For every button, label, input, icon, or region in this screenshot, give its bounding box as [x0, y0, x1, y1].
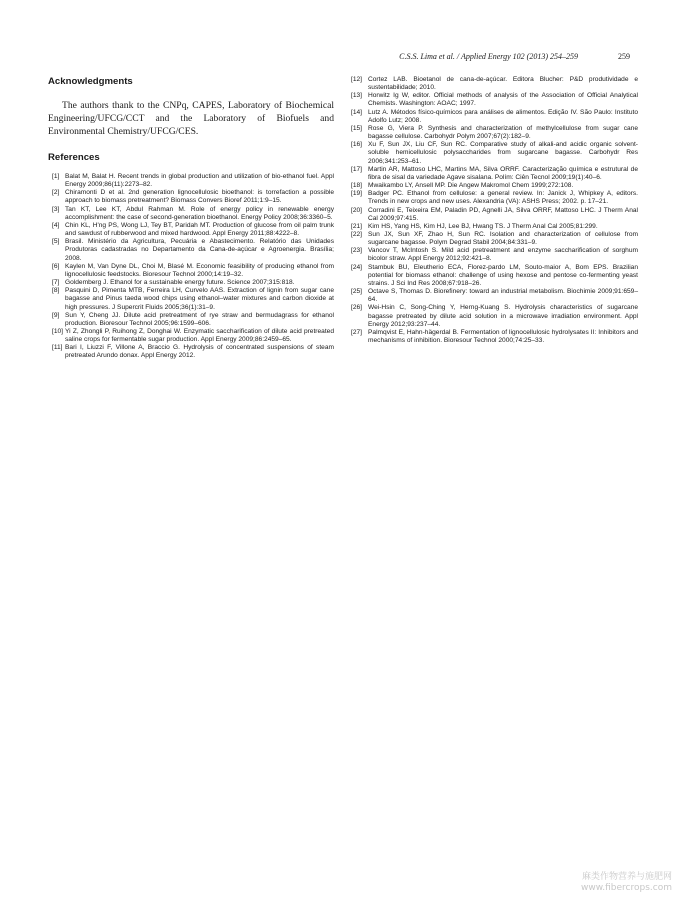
- reference-item: [348, 288, 638, 304]
- reference-text: Badger PC. Ethanol from cellulose: a general review. In: Janick J, Whipkey A, editors. Trends in new crops and new uses. Alexandria (VA): ASHS Press; 2002. p. 17–21.: [368, 190, 638, 206]
- reference-text: Sun Y, Cheng JJ. Dilute acid pretreatment of rye straw and bermudagrass for ethanol production. Bioresour Technol 2005;96:1599–606.: [65, 311, 334, 327]
- reference-item: [348, 92, 638, 108]
- reference-number: [27]: [351, 328, 362, 336]
- reference-item: [48, 222, 334, 238]
- reference-list-left: [48, 173, 334, 361]
- reference-item: [348, 109, 638, 125]
- reference-text: Stambuk BU, Eleutherio ECA, Florez-pardo LM, Souto-maior A, Bom EPS. Brazilian potential for biomass ethanol: challenge of using hexose and pentose co-fermenting yeast strains. J Sci Ind Res 2008;67:918–26.: [368, 263, 638, 287]
- reference-number: [26]: [351, 304, 362, 312]
- reference-text: Tan KT, Lee KT, Abdul Rahman M. Role of energy policy in renewable energy accomplishment: the case of second-generation bioethanol. Energy Policy 2008;36:3360–5.: [65, 205, 334, 221]
- reference-text: Wei-Hsin C, Song-Ching Y, Herng-Kuang S. Hydrolysis characteristics of sugarcane bagasse pretreated by dilute acid solution in a microwave irradiation environment. Appl Energy 2012;93:237–44.: [368, 304, 638, 328]
- reference-item: [348, 182, 638, 190]
- reference-text: Yi Z, Zhongli P, Ruihong Z, Donghai W. Enzymatic saccharification of dilute acid pretreated saline crops for fermentable sugar production. Appl Energy 2009;86:2459–65.: [65, 327, 334, 344]
- reference-number: [22]: [351, 230, 362, 238]
- reference-item: [348, 304, 638, 328]
- reference-number: [8]: [52, 287, 60, 295]
- reference-item: [348, 223, 638, 231]
- reference-number: [1]: [52, 173, 60, 180]
- reference-number: [19]: [351, 190, 362, 198]
- reference-item: [48, 312, 334, 328]
- watermark-line-2: www.fibercrops.com: [581, 883, 672, 893]
- left-column: [48, 76, 334, 361]
- reference-item: [48, 263, 334, 279]
- right-column: [348, 76, 638, 345]
- reference-item: [348, 231, 638, 247]
- reference-number: [14]: [351, 108, 362, 116]
- references-title: References: [48, 152, 100, 163]
- reference-number: [15]: [351, 124, 362, 132]
- reference-number: [12]: [351, 76, 362, 83]
- reference-item: [48, 287, 334, 311]
- reference-item: [348, 141, 638, 165]
- reference-text: Lutz A. Métodos físico-químicos para análises de alimentos. Edição IV. São Paulo: Instituto Adolfo Lutz; 2008.: [368, 108, 638, 124]
- reference-text: Octave S, Thomas D. Biorefinery: toward an industrial metabolism. Biochimie 2009;91:659–64.: [368, 288, 638, 304]
- reference-number: [10]: [52, 327, 63, 335]
- reference-item: [348, 264, 638, 288]
- watermark: [581, 872, 672, 894]
- reference-item: [348, 190, 638, 206]
- reference-number: [16]: [351, 141, 362, 149]
- reference-item: [48, 189, 334, 205]
- reference-text: Horwitz Ig W, editor. Official methods of analysis of the Association of Official Analytical Chemists. Washington: AOAC; 1997.: [368, 92, 638, 108]
- watermark-line-1: 麻类作物营养与施肥网: [581, 872, 672, 882]
- reference-list-right: [348, 76, 638, 345]
- reference-text: Martin AR, Mattoso LHC, Martins MA, Silva ORRF. Caracterização química e estrutural de fibra de sisal da variedade Agave sisalana. Polím: Ciên Tecnol 2009;19(1):40–6.: [368, 165, 638, 181]
- reference-number: [5]: [52, 238, 60, 246]
- reference-text: Pasquini D, Pimenta MTB, Ferreira LH, Curvelo AAS. Extraction of lignin from sugar cane bagasse and Pinus taeda wood chips using ethanol–water mixtures and carbon dioxide at high pressures. J Supercrit Fluids 2005;36(1):31–9.: [65, 287, 334, 311]
- acknowledgments-text: The authors thank to the CNPq, CAPES, Laboratory of Biochemical Engineering/UFCG/CCT and the Laboratory of Biofuels and Environmental Chemistry/UFCG/CES.: [48, 100, 334, 137]
- journal-citation: C.S.S. Lima et al. / Applied Energy 102 (2013) 254–259: [399, 52, 578, 61]
- reference-number: [11]: [52, 344, 63, 352]
- reference-item: [348, 125, 638, 141]
- reference-text: Rose G, Viera P. Synthesis and characterization of methylcellulose from sugar cane bagasse cellulose. Carbohydr Polym 2007;67(2):182–9.: [368, 124, 638, 141]
- reference-number: [3]: [52, 205, 60, 213]
- reference-number: [4]: [52, 221, 60, 229]
- reference-item: [348, 329, 638, 345]
- reference-item: [348, 76, 638, 92]
- reference-text: Sun JX, Sun XF, Zhao H, Sun RC. Isolation and characterization of cellulose from sugarcane bagasse. Polym Degrad Stabil 2004;84:331–9.: [368, 230, 638, 247]
- reference-text: Kaylen M, Van Dyne DL, Choi M, Blasé M. Economic feasibility of producing ethanol from lignocellulosic feedstocks. Bioresour Technol 2000;14:19–32.: [65, 262, 334, 278]
- reference-number: [9]: [52, 311, 60, 319]
- reference-item: [48, 344, 334, 360]
- reference-number: [17]: [351, 165, 362, 173]
- reference-item: [48, 328, 334, 344]
- page-header: [48, 52, 630, 66]
- reference-item: [348, 207, 638, 223]
- reference-text: Bari I, Liuzzi F, Villone A, Braccio G. Hydrolysis of concentrated suspensions of steam pretreated Arundo donax. Appl Energy 2012.: [65, 344, 334, 360]
- reference-item: [48, 279, 334, 287]
- reference-item: [348, 247, 638, 263]
- reference-text: Goldemberg J. Ethanol for a sustainable energy future. Science 2007;315:818.: [65, 279, 295, 287]
- reference-text: Mwaikambo LY, Ansell MP. Die Angew Makromol Chem 1999;272:108.: [368, 182, 574, 190]
- reference-number: [18]: [351, 182, 362, 190]
- reference-text: Cortez LAB. Bioetanol de cana-de-açúcar. Editora Blucher: P&D produtividade e sustentabilidade; 2010.: [368, 76, 638, 92]
- reference-item: [48, 173, 334, 189]
- reference-text: Kim HS, Yang HS, Kim HJ, Lee BJ, Hwang TS. J Therm Anal Cal 2005;81:299.: [368, 222, 598, 230]
- reference-number: [23]: [351, 247, 362, 255]
- reference-item: [48, 238, 334, 262]
- reference-number: [13]: [351, 92, 362, 100]
- reference-text: Corradini E, Teixeira EM, Paladin PD, Agnelli JA, Silva ORRF, Mattoso LHC. J Therm Anal Cal 2009;97:415.: [368, 206, 638, 222]
- reference-text: Balat M, Balat H. Recent trends in global production and utilization of bio-ethanol fuel. Appl Energy 2009;86(11):2273–82.: [65, 173, 334, 189]
- reference-number: [25]: [351, 288, 362, 296]
- reference-number: [2]: [52, 189, 60, 197]
- reference-number: [20]: [351, 206, 362, 214]
- reference-item: [48, 206, 334, 222]
- reference-text: Xu F, Sun JX, Liu CF, Sun RC. Comparative study of alkali-and acidic organic solvent-soluble hemicellulosic polysaccharides from sugarcane bagasse. Carbohydr Res 2006;341:253–61.: [368, 141, 638, 165]
- reference-text: Brasil. Ministério da Agricultura, Pecuária e Abastecimento. Relatório das Unidades Produtoras cadastradas no Departamento da Cana-de-açúcar e Agroenergia. Brasília; 2008.: [65, 238, 334, 262]
- reference-text: Palmqvist E, Hahn-hägerdal B. Fermentation of lignocellulosic hydrolysates II: Inhibitors and mechanisms of inhibition. Bioresour Technol 2000;74:25–33.: [368, 328, 638, 344]
- reference-item: [348, 166, 638, 182]
- page-number: 259: [618, 52, 630, 61]
- reference-text: Chiramonti D et al. 2nd generation lignocellulosic bioethanol: is torrefaction a possible approach to biomass pretreatment? Biomass Convers Bioref 2011;1:9–15.: [65, 189, 334, 205]
- reference-text: Vancov T, McIntosh S. Mild acid pretreatment and enzyme saccharification of sorghum bicolor straw. Appl Energy 2012;92:421–8.: [368, 247, 638, 263]
- reference-text: Chin KL, H'ng PS, Wong LJ, Tey BT, Paridah MT. Production of glucose from oil palm trunk and sawdust of rubberwood and mixed hardwood. Appl Energy 2011;88:4222–8.: [65, 221, 334, 238]
- reference-number: [6]: [52, 262, 60, 270]
- reference-number: [24]: [351, 263, 362, 271]
- acknowledgments-title: Acknowledgments: [48, 76, 133, 87]
- reference-number: [7]: [52, 279, 60, 287]
- reference-number: [21]: [351, 222, 362, 230]
